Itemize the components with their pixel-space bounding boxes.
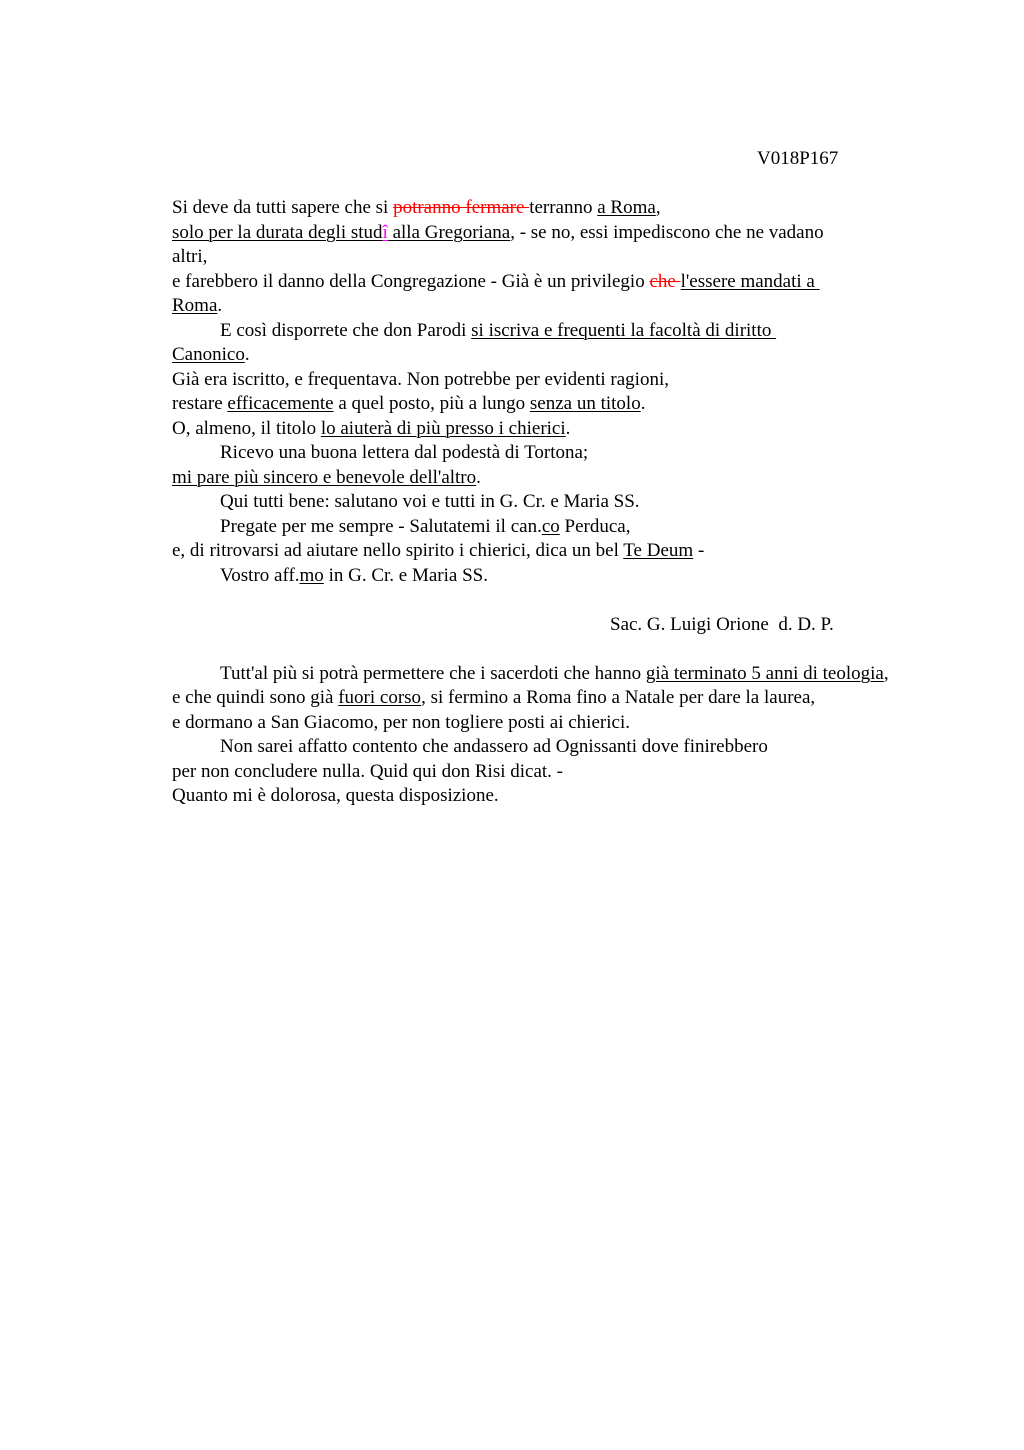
signature: Sac. G. Luigi Orione d. D. P. [610, 613, 834, 635]
underlined-text: Roma [172, 295, 218, 316]
text-run: Perduca, [559, 515, 631, 537]
text-line [172, 270, 972, 295]
underlined-text: l'essere mandati a [680, 270, 820, 292]
text-run: Pregate per me sempre - Salutatemi il can. [220, 515, 542, 537]
text-run: O, almeno, il titolo [172, 417, 321, 439]
text-run: . [476, 466, 481, 488]
text-run: a quel posto, più a lungo [333, 393, 530, 414]
letter-body [172, 196, 972, 809]
text-run: , si fermino a Roma fino a Natale per dare la laurea, [421, 687, 816, 708]
underlined-text: senza un titolo [529, 393, 641, 414]
text-line [172, 221, 972, 246]
text-run: terranno [529, 197, 598, 218]
text-line [172, 417, 972, 442]
underlined-text: mo [299, 564, 324, 586]
text-line: Qui tutti bene: salutano voi e tutti in G. Cr. e Maria SS. [220, 491, 640, 512]
text-line: altri, [172, 246, 208, 267]
text-run: - [693, 540, 705, 561]
blank-line [172, 588, 972, 613]
text-line [172, 515, 972, 540]
text-run: . [217, 295, 223, 316]
underlined-text: efficacemente [227, 393, 334, 414]
text-line [172, 662, 972, 687]
blank-line [172, 637, 972, 662]
underlined-text: Te Deum [623, 540, 694, 561]
underlined-text: co [541, 515, 560, 537]
text-line [172, 196, 972, 221]
underlined-text: fuori corso [338, 687, 422, 708]
page-id: V018P167 [757, 148, 839, 169]
text-run: , [655, 197, 661, 218]
text-run: E così disporrete che don Parodi [220, 319, 472, 341]
underlined-text: a Roma [597, 197, 656, 218]
text-line [172, 294, 972, 319]
deleted-text: che [649, 270, 681, 292]
text-line [172, 319, 972, 344]
text-run: e, di ritrovarsi ad aiutare nello spirito i chierici, dica un bel [172, 540, 624, 561]
text-run: Tutt'al più si potrà permettere che i sacerdoti che hanno [220, 662, 646, 684]
text-run: , - se no, essi impediscono che ne vadano [510, 221, 824, 243]
text-line [172, 539, 972, 564]
text-run: . [565, 417, 571, 439]
deleted-text: potranno fermare [393, 197, 530, 218]
text-line: Non sarei affatto contento che andassero ad Ognissanti dove finirebbero [220, 736, 768, 757]
text-run: e che quindi sono già [172, 687, 339, 708]
text-line: Ricevo una buona lettera dal podestà di Tortona; [220, 442, 589, 463]
text-line [172, 686, 972, 711]
text-run: . [640, 393, 646, 414]
underlined-text: già terminato 5 anni di teologia [645, 662, 884, 684]
underlined-text: alla Gregoriana [387, 221, 511, 243]
highlighted-char: î [382, 221, 388, 243]
text-line [172, 392, 972, 417]
text-run: in G. Cr. e Maria SS. [323, 564, 488, 586]
text-run: Si deve da tutti sapere che si [172, 197, 394, 218]
text-run: restare [172, 393, 228, 414]
text-line: Quanto mi è dolorosa, questa disposizione. [172, 785, 499, 806]
underlined-text: mi pare più sincero e benevole dell'altro [172, 466, 477, 488]
text-line [172, 343, 972, 368]
underlined-text: si iscriva e frequenti la facoltà di diritto [471, 319, 777, 341]
underlined-text: Canonico [172, 344, 245, 365]
text-line [172, 466, 972, 491]
text-run: e farebbero il danno della Congregazione - Già è un privilegio [172, 270, 650, 292]
text-run: Vostro aff. [220, 564, 300, 586]
closing-line [172, 564, 972, 589]
underlined-text: solo per la durata degli stud [172, 221, 383, 243]
text-run: , [883, 662, 889, 684]
text-line: per non concludere nulla. Quid qui don Risi dicat. - [172, 760, 563, 782]
underlined-text: lo aiuterà di più presso i chierici [320, 417, 566, 439]
text-run: . [244, 344, 250, 365]
text-line: e dormano a San Giacomo, per non togliere posti ai chierici. [172, 711, 630, 733]
text-line: Già era iscritto, e frequentava. Non potrebbe per evidenti ragioni, [172, 368, 669, 390]
